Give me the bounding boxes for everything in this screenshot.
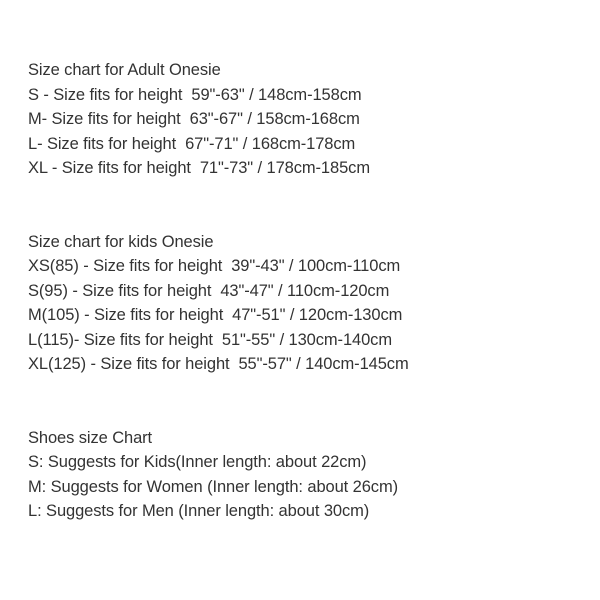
kids-size-line-l115: L(115)- Size fits for height 51"-55" / 130cm-140cm [28,330,392,349]
shoes-section-title: Shoes size Chart [28,428,153,447]
adult-onesie-section-title: Size chart for Adult Onesie [28,61,221,79]
size-chart-content [28,58,588,524]
adult-size-line-s: S - Size fits for height 59"-63" / 148cm-158cm [28,85,362,104]
kids-size-line-m105: M(105) - Size fits for height 47"-51" / 120cm-130cm [28,306,403,324]
kids-size-line-s95: S(95) - Size fits for height 43"-47" / 110cm-120cm [28,281,390,300]
adult-size-line-m: M- Size fits for height 63"-67" / 158cm-168cm [28,110,360,128]
kids-size-line-xl125: XL(125) - Size fits for height 55"-57" / 140cm-145cm [28,355,409,373]
adult-onesie-size-chart [28,58,588,181]
adult-size-line-xl: XL - Size fits for height 71"-73" / 178cm-185cm [28,159,370,177]
shoes-size-line-s: S: Suggests for Kids(Inner length: about 22cm) [28,453,367,471]
shoes-size-line-l: L: Suggests for Men (Inner length: about 30cm) [28,502,370,520]
shoes-size-line-m: M: Suggests for Women (Inner length: about 26cm) [28,477,398,496]
shoes-size-chart [28,426,588,524]
kids-onesie-section-title: Size chart for kids Onesie [28,232,214,251]
kids-size-line-xs85: XS(85) - Size fits for height 39"-43" / 100cm-110cm [28,257,401,275]
adult-size-line-l: L- Size fits for height 67"-71" / 168cm-178cm [28,134,356,153]
kids-onesie-size-chart [28,230,588,377]
